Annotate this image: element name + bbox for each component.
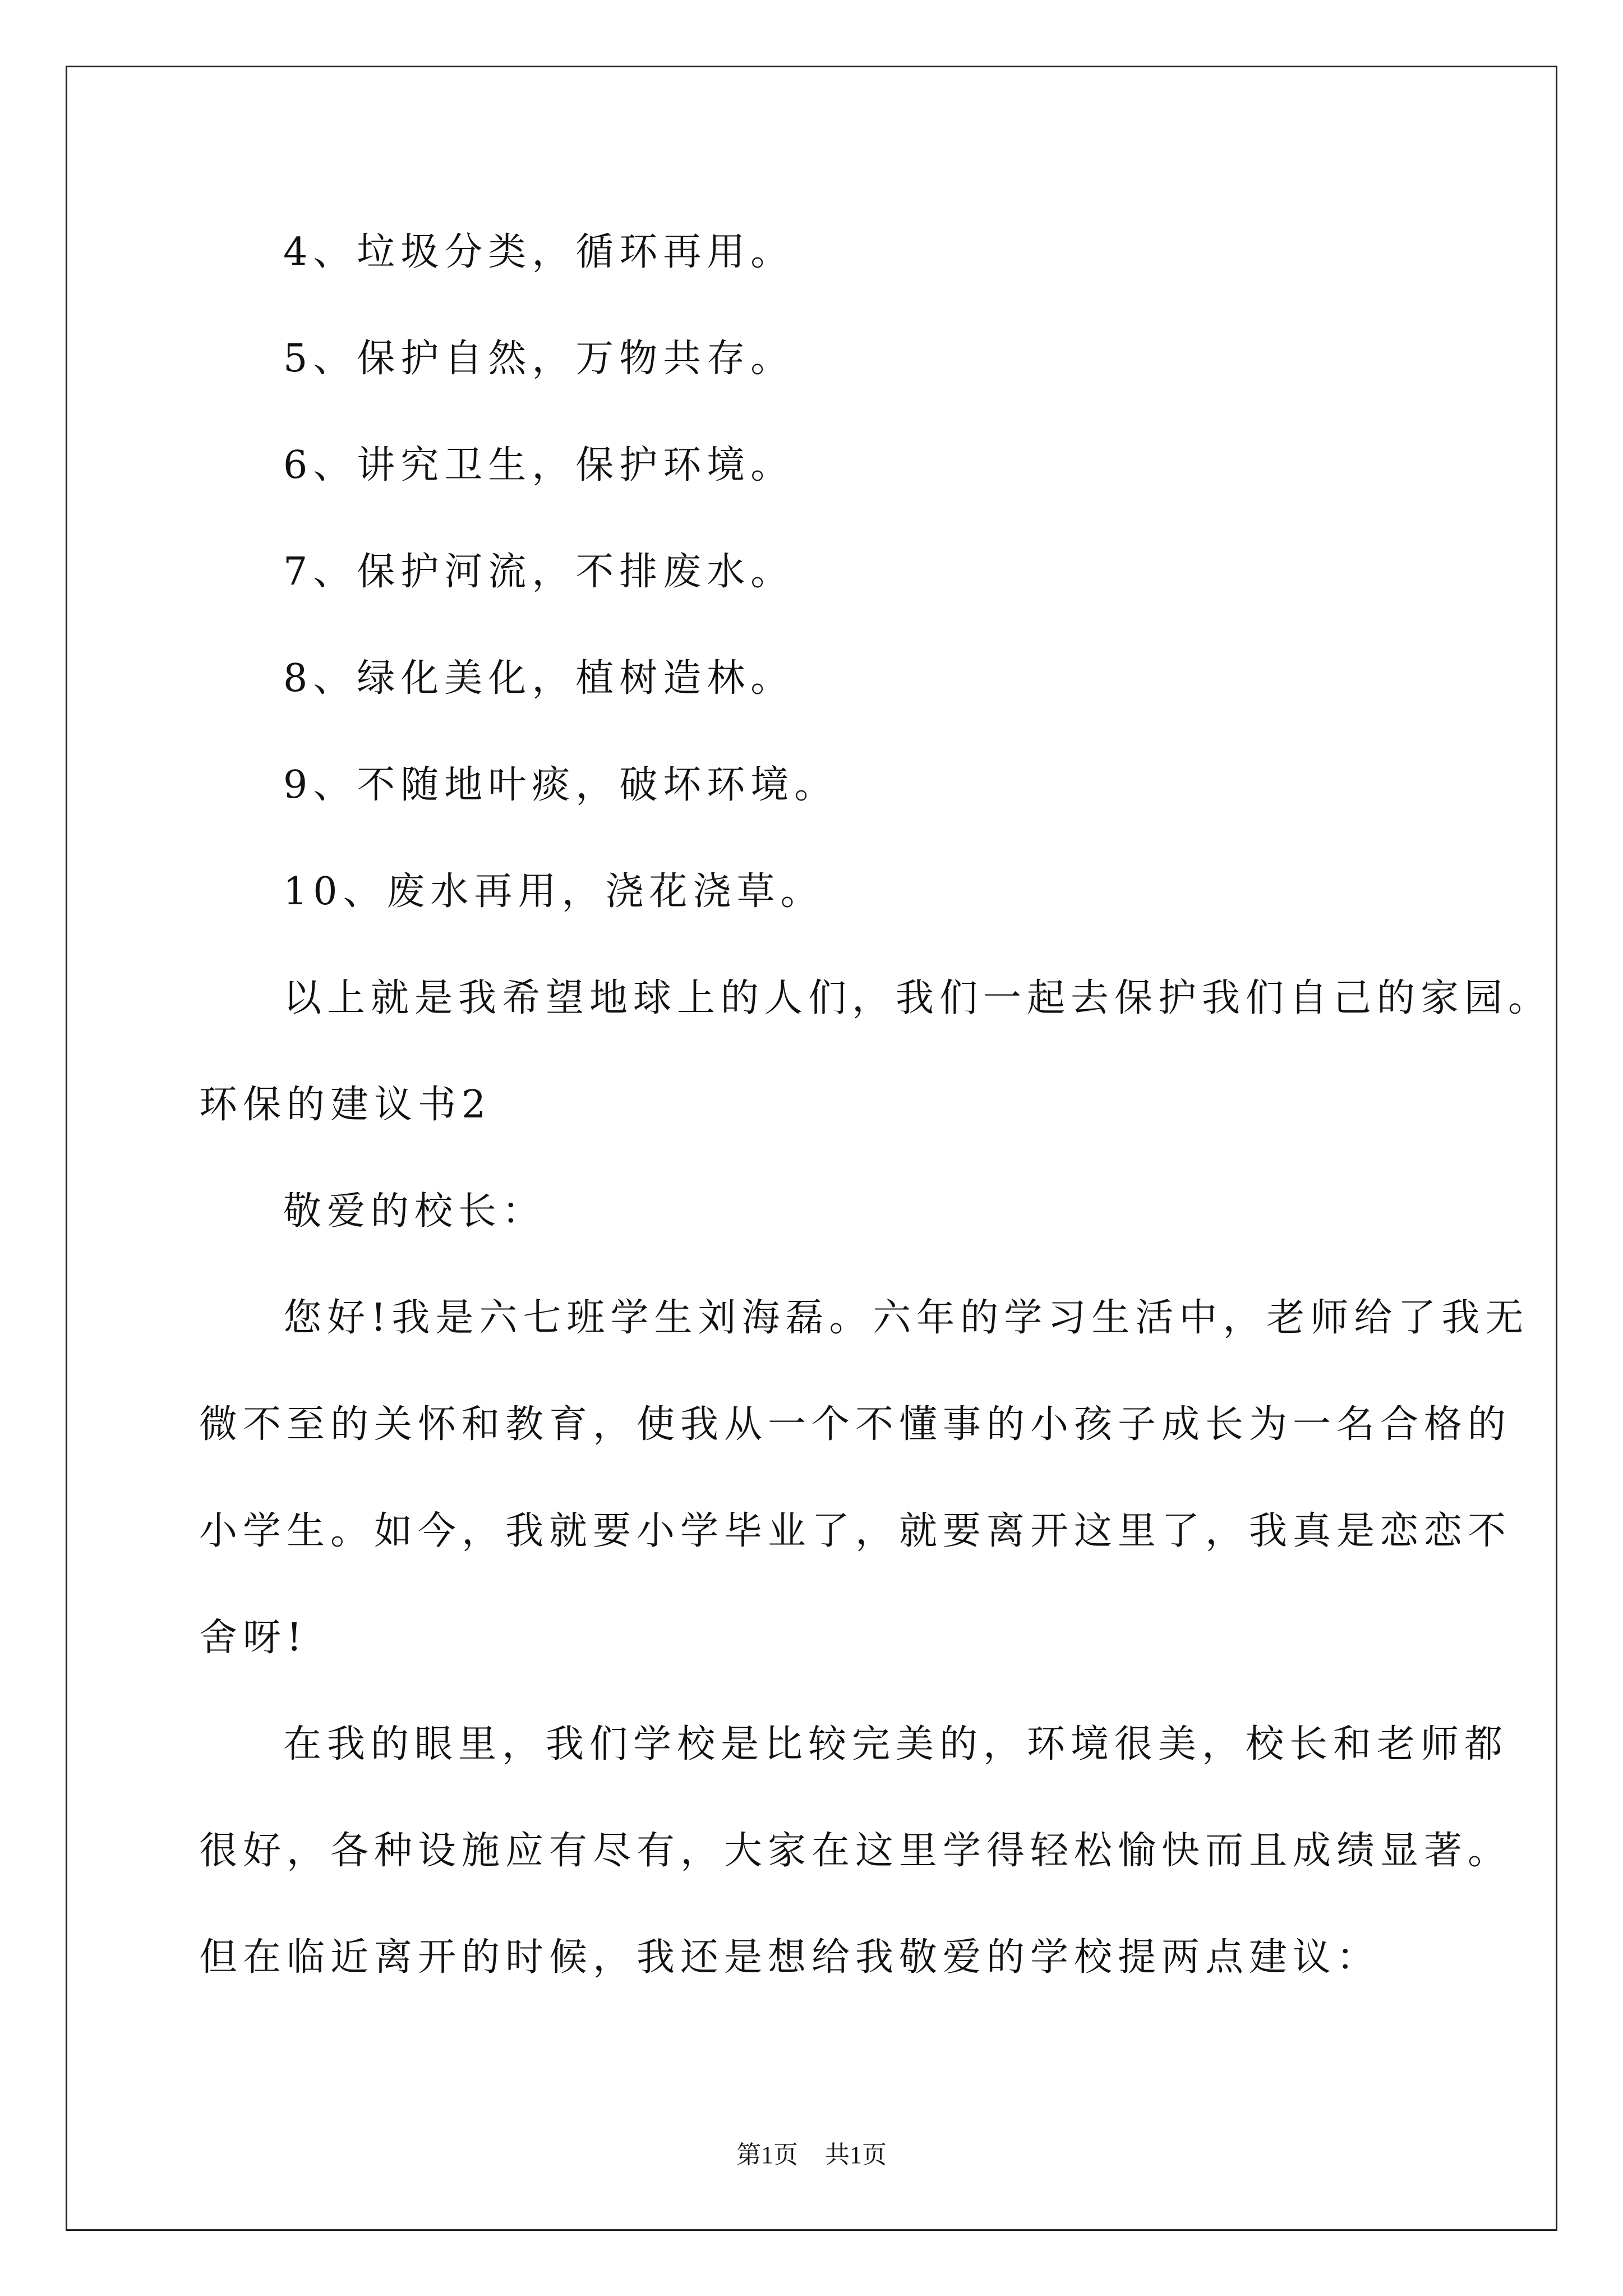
page-number-total: 共1页: [825, 2141, 887, 2169]
list-item: 7、保护河流，不排废水。: [283, 550, 795, 594]
paragraph-line: 您好!我是六七班学生刘海磊。六年的学习生活中，老师给了我无: [283, 1296, 1529, 1340]
list-item: 4、垃圾分类，循环再用。: [283, 230, 795, 274]
list-item: 10、废水再用，浇花浇草。: [283, 869, 824, 914]
paragraph-line: 很好，各种设施应有尽有，大家在这里学得轻松愉快而且成绩显著。: [199, 1829, 1512, 1873]
list-item: 6、讲究卫生，保护环境。: [283, 443, 795, 487]
page-footer: [0, 2138, 1623, 2172]
paragraph-line: 但在临近离开的时候，我还是想给我敬爱的学校提两点建议：: [199, 1935, 1381, 1980]
section-title: 环保的建议书2: [199, 1083, 492, 1127]
paragraph-line: 以上就是我希望地球上的人们，我们一起去保护我们自己的家园。: [283, 976, 1552, 1020]
paragraph-line: 微不至的关怀和教育，使我从一个不懂事的小孩子成长为一名合格的: [199, 1402, 1512, 1447]
list-item: 9、不随地叶痰，破坏环境。: [283, 763, 838, 807]
paragraph-line: 小学生。如今，我就要小学毕业了，就要离开这里了，我真是恋恋不: [199, 1509, 1512, 1553]
paragraph-line: 在我的眼里，我们学校是比较完美的，环境很美，校长和老师都: [283, 1722, 1509, 1766]
salutation: 敬爱的校长：: [283, 1189, 546, 1234]
list-item: 8、绿化美化，植树造林。: [283, 656, 795, 701]
page-border: [66, 66, 1557, 2231]
list-item: 5、保护自然，万物共存。: [283, 337, 795, 381]
paragraph-line: 舍呀!: [199, 1616, 308, 1660]
page-number-current: 第1页: [736, 2141, 798, 2169]
